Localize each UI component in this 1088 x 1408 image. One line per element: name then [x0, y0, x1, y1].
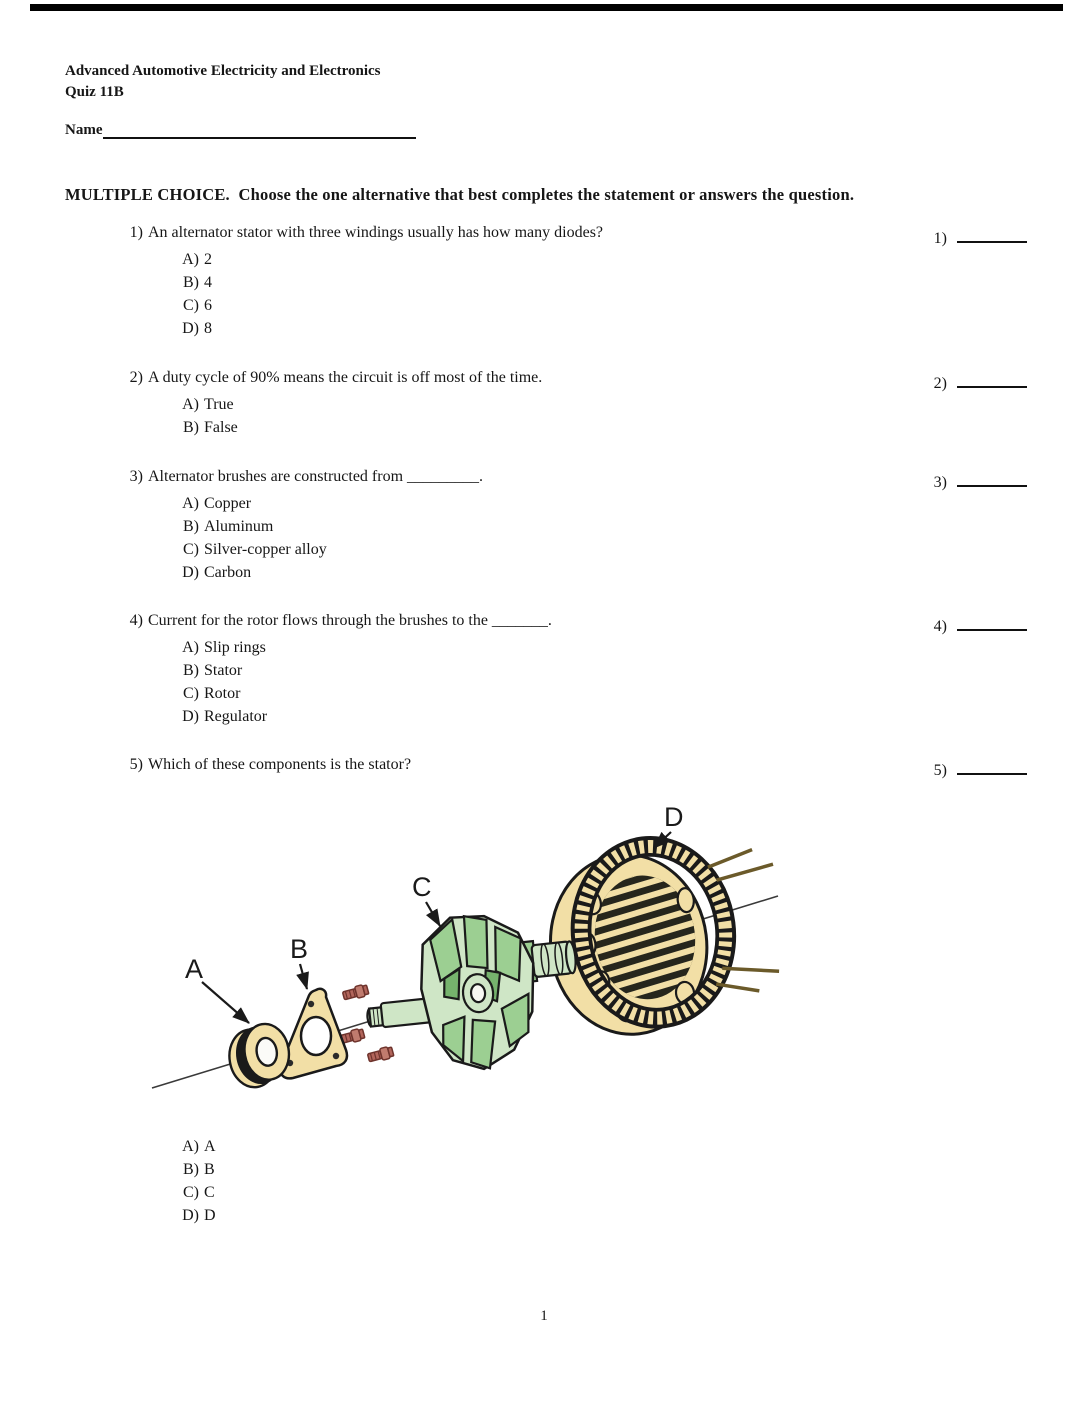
instructions: MULTIPLE CHOICE. Choose the one alternative that best completes the statement or answers the question. [65, 185, 855, 204]
scan-artifact-bar [30, 4, 1063, 11]
choice: D) Regulator [182, 708, 268, 725]
name-label: Name [65, 122, 103, 138]
choice: A) 2 [182, 251, 212, 268]
alternator-exploded-diagram [140, 788, 790, 1118]
question-5 [120, 756, 890, 774]
page-number: 1 [540, 1308, 548, 1324]
answer-slot-5: 5) [905, 756, 1045, 780]
choice: C) Rotor [183, 685, 241, 702]
quiz-title: Quiz 11B [65, 84, 124, 100]
answer-slot-4: 4) [905, 612, 1045, 636]
answer-slot-1: 1) [905, 224, 1045, 248]
answer-blank-line [957, 369, 1027, 388]
answer-blank-line [957, 224, 1027, 243]
question-1-choices [173, 248, 890, 340]
label-b-arrow [300, 964, 307, 989]
question-5-choices [120, 1129, 216, 1227]
question-4 [120, 612, 890, 728]
answer-blank-line [957, 756, 1027, 775]
part-label-b: B [290, 934, 309, 964]
question-2 [120, 369, 890, 439]
question-3-text: 3) Alternator brushes are constructed from _________. [129, 468, 484, 485]
question-1-text: 1) An alternator stator with three windings usually has how many diodes? [129, 224, 604, 241]
name-blank-line [103, 120, 416, 139]
name-row [65, 120, 416, 139]
part-label-a: A [185, 954, 204, 984]
answer-blank-line [957, 612, 1027, 631]
answer-blank-line [957, 468, 1027, 487]
retainer-plate-part-b [280, 989, 347, 1079]
choice: C) Silver-copper alloy [183, 541, 327, 558]
course-title: Advanced Automotive Electricity and Electronics [65, 63, 381, 79]
part-label-d: D [664, 802, 684, 832]
label-a-arrow [202, 982, 249, 1023]
question-3 [120, 468, 890, 584]
label-c-arrow [426, 902, 440, 926]
choice: B) Stator [183, 662, 243, 679]
question-4-text: 4) Current for the rotor flows through the brushes to the _______. [129, 612, 552, 629]
question-2-choices [173, 393, 890, 439]
question-2-text: 2) A duty cycle of 90% means the circuit is off most of the time. [129, 369, 543, 386]
question-1 [120, 224, 890, 340]
choice: A) Copper [182, 495, 252, 512]
stator-part-d [539, 823, 790, 1044]
choice: C) 6 [183, 297, 212, 314]
question-4-choices [173, 636, 890, 728]
choice: D) D [182, 1207, 216, 1224]
choice: B) B [183, 1161, 215, 1178]
choice: B) 4 [183, 274, 212, 291]
washer-part-a [224, 1020, 294, 1090]
choice: C) C [183, 1184, 215, 1201]
question-3-choices [173, 492, 890, 584]
choice: D) Carbon [182, 564, 252, 581]
part-label-c: C [412, 872, 432, 902]
choice: B) False [183, 419, 238, 436]
answer-slot-2: 2) [905, 369, 1045, 393]
choice: D) 8 [182, 320, 212, 337]
question-5-text: 5) Which of these components is the stator? [129, 756, 412, 773]
choice: A) A [182, 1138, 216, 1155]
choice: A) Slip rings [182, 639, 266, 656]
answer-slot-3: 3) [905, 468, 1045, 492]
choice: A) True [182, 396, 234, 413]
choice: B) Aluminum [183, 518, 274, 535]
